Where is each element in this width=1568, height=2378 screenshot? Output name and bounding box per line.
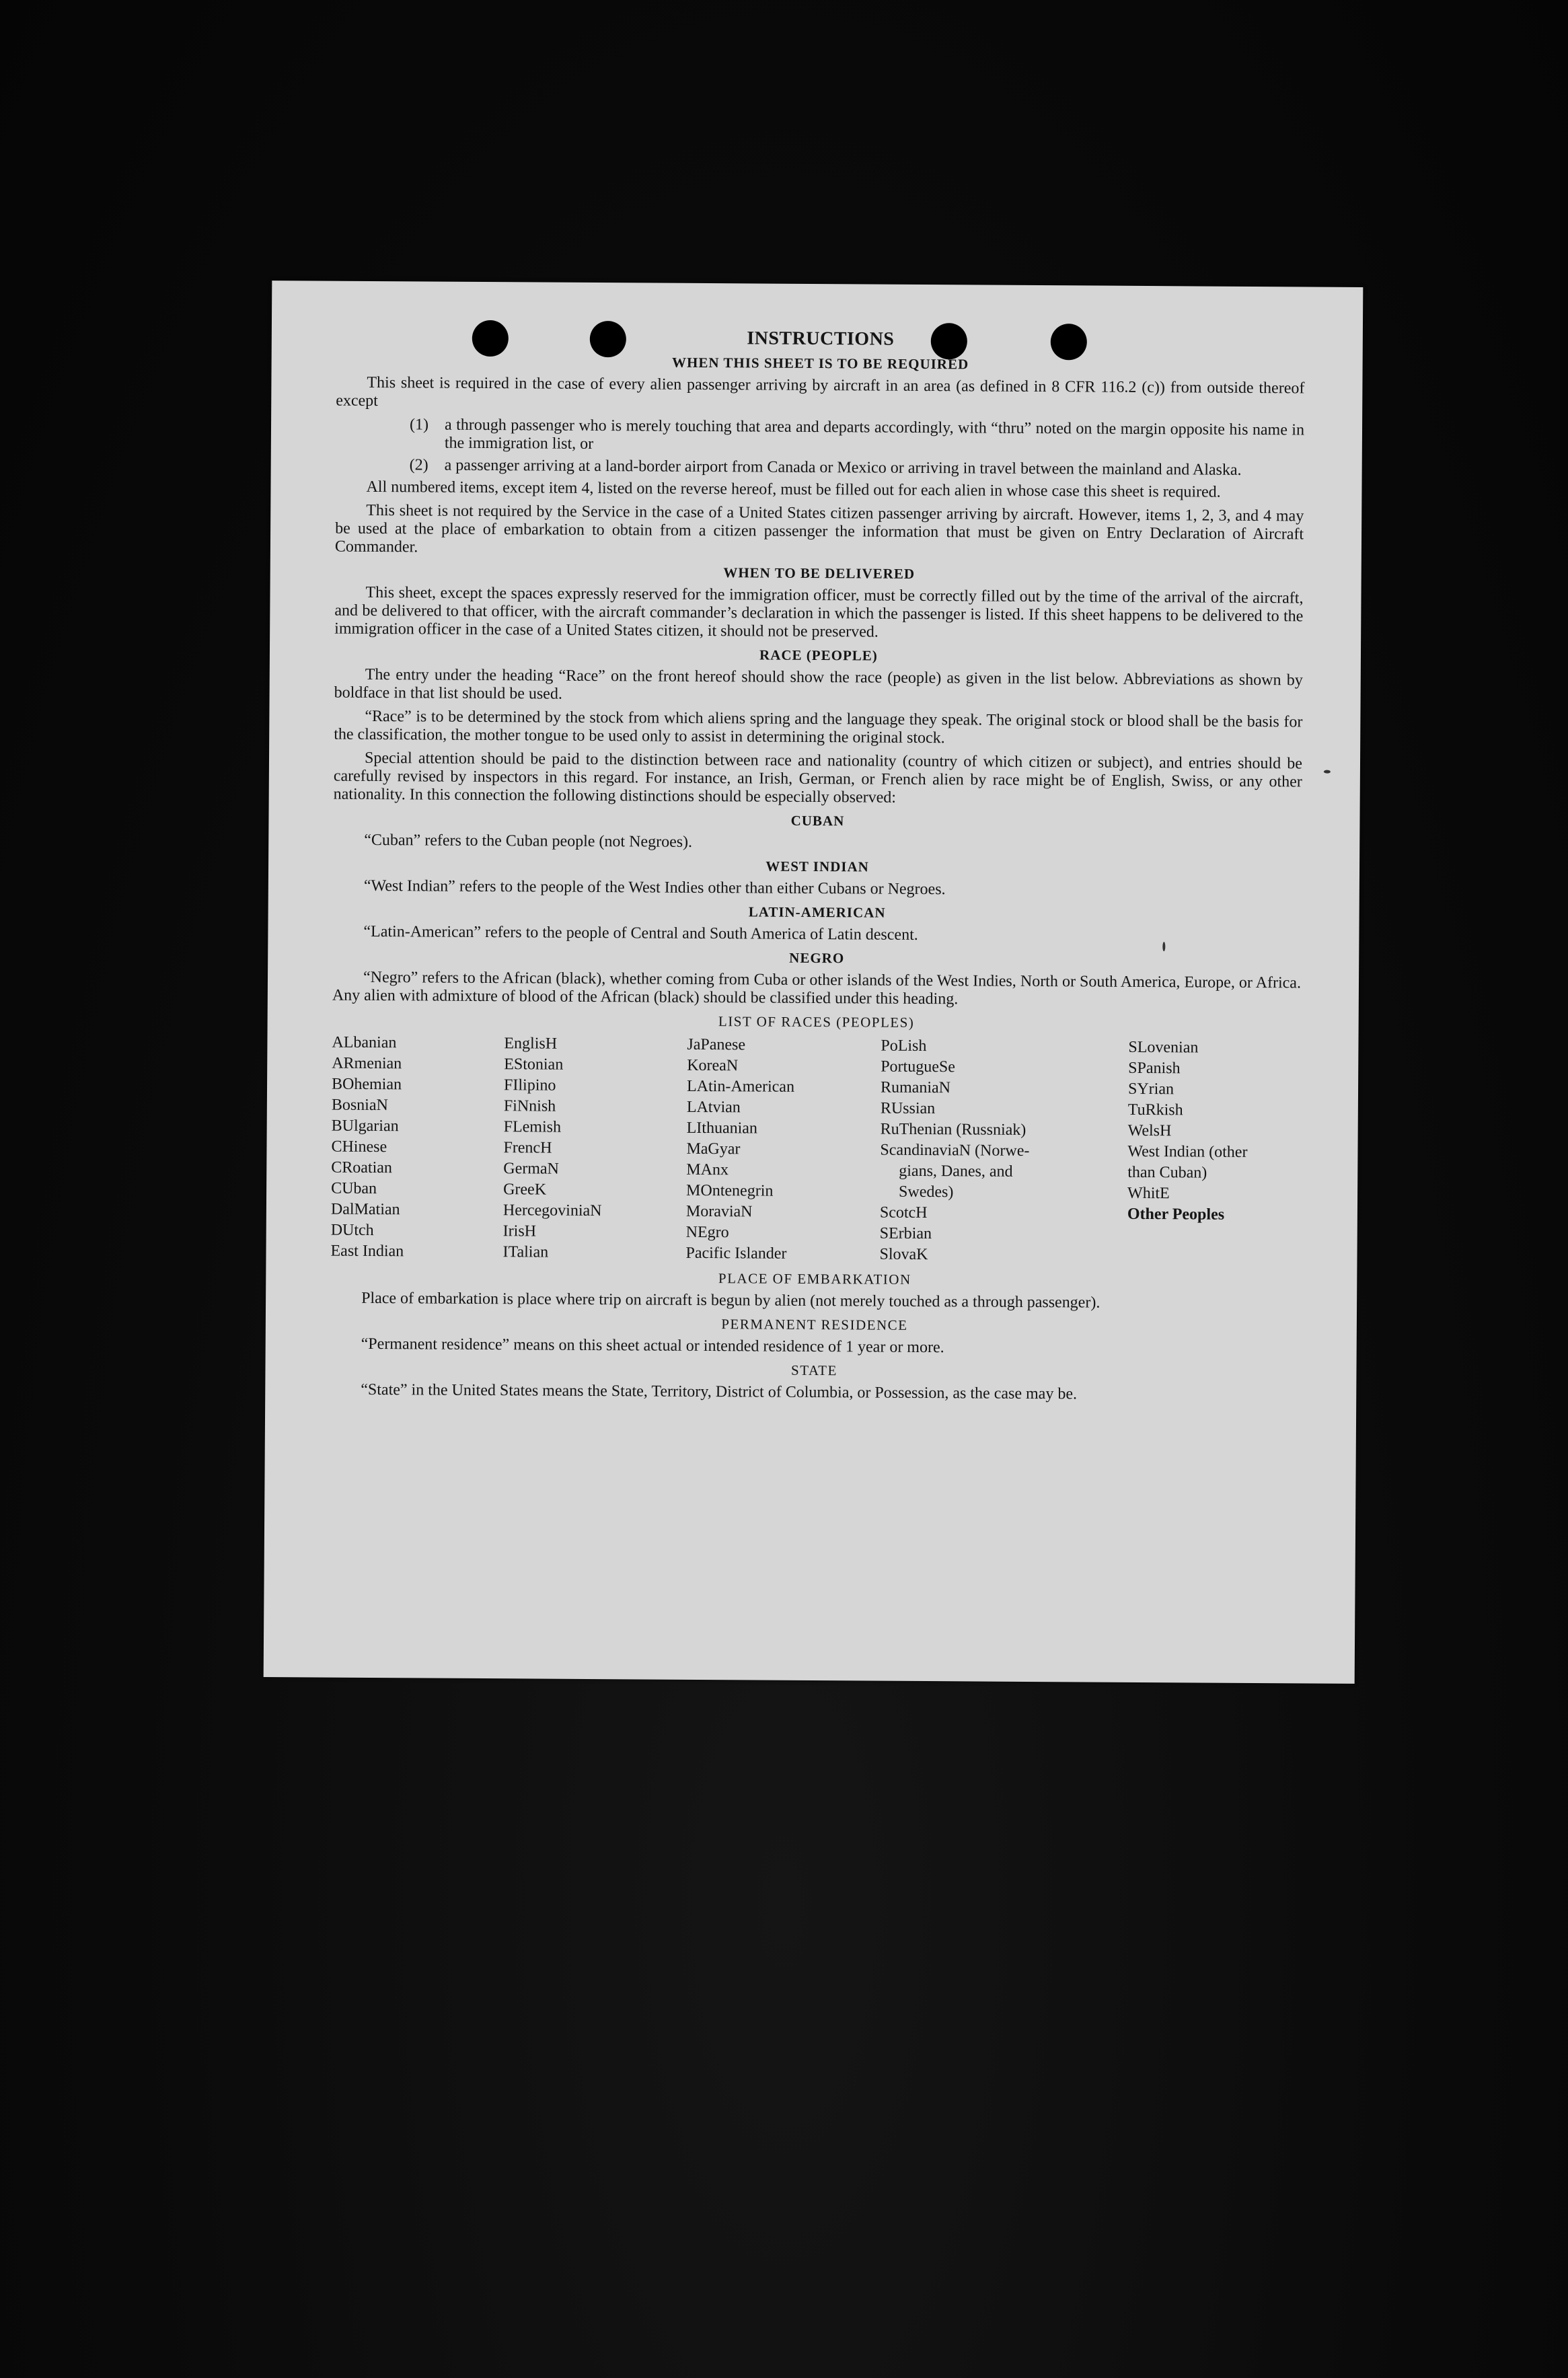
west-indian-text: “West Indian” refers to the people of the West Indies other than either Cubans or Negroes. (363, 877, 946, 899)
exception-item (336, 416, 1304, 458)
section-heading-west-indian: WEST INDIAN (766, 858, 869, 875)
race-entry: East Indian (330, 1242, 404, 1261)
section-heading-latin-american: LATIN-AMERICAN (748, 903, 886, 921)
cuban-text: “Cuban” refers to the Cuban people (not Negroes). (364, 831, 693, 851)
race-entry: than Cuban) (1127, 1163, 1207, 1182)
race-entry: LIthuanian (686, 1119, 758, 1138)
race-entry: NEgro (685, 1223, 729, 1242)
races-list (330, 1033, 1300, 1268)
race-entry: ScandinaviaN (Norwe- (880, 1141, 1030, 1160)
race-entry: HercegoviniaN (502, 1201, 602, 1220)
race-entry: CHinese (331, 1138, 387, 1156)
race-entry: Pacific Islander (685, 1244, 787, 1263)
race-entry: FIlipino (503, 1076, 556, 1094)
race-entry: CRoatian (331, 1158, 393, 1177)
section-heading-residence: PERMANENT RESIDENCE (721, 1316, 908, 1333)
race-entry: Swedes) (899, 1183, 954, 1201)
exception-number: (2) (409, 456, 428, 474)
race-entry: Other Peoples (1127, 1205, 1225, 1224)
race-entry: West Indian (other (1127, 1142, 1248, 1161)
race-entry: KoreaN (687, 1056, 739, 1075)
residence-text: “Permanent residence” means on this sheet actual or intended residence of 1 year or more. (361, 1335, 944, 1357)
races-column-3 (685, 1035, 881, 1265)
sheet-content (330, 327, 1305, 1411)
races-column-5 (1127, 1037, 1300, 1268)
race-entry: MaGyar (686, 1140, 741, 1158)
race-entry: ITalian (502, 1243, 549, 1261)
race-entry: RuThenian (Russniak) (880, 1120, 1026, 1139)
exception-text: a through passenger who is merely touching that area and departs accordingly, with “thru” noted on the margin opposite his name in the immigration list, or (444, 416, 1305, 453)
state-text: “State” in the United States means the State, Territory, District of Columbia, or Possession, as the case may be. (361, 1380, 1078, 1403)
race-entry: EnglisH (504, 1035, 558, 1053)
race-entry: SYrian (1127, 1080, 1174, 1099)
race-entry: TuRkish (1127, 1101, 1183, 1119)
race-entry: FLemish (503, 1118, 562, 1136)
race-entry: PortugueSe (881, 1057, 955, 1076)
race-entry: SLovenian (1128, 1038, 1199, 1057)
race-entry: IrisH (502, 1222, 537, 1240)
section-heading-state: STATE (790, 1362, 837, 1379)
numbered-items-paragraph: All numbered items, except item 4, listed on the reverse hereof, must be filled out for each alien in whose case this sheet is required. (366, 478, 1221, 501)
race-entry: ARmenian (332, 1054, 402, 1073)
latin-american-text: “Latin-American” refers to the people of Central and South America of Latin descent. (363, 922, 918, 944)
races-column-4 (879, 1036, 1128, 1267)
race-entry: SlovaK (879, 1245, 928, 1264)
race-paragraph-2: “Race” is to be determined by the stock from which aliens spring and the language they speak. The original stock or blood shall be the basis for the classification, the mother tongue to be used only to assist in determining the original stock. (334, 707, 1303, 747)
exception-number: (1) (409, 416, 429, 434)
race-entry: WhitE (1127, 1184, 1170, 1203)
race-entry: DUtch (330, 1221, 374, 1240)
race-entry: DalMatian (330, 1200, 400, 1219)
race-entry: RumaniaN (880, 1078, 951, 1097)
race-entry: CUban (331, 1179, 377, 1198)
negro-text: “Negro” refers to the African (black), whether coming from Cuba or other islands of the West Indies, North or South America, Europe, or Africa. Any alien with admixture of blood of the African (black) should be classified under this heading. (332, 968, 1302, 1008)
race-entry: ScotcH (879, 1203, 928, 1222)
embarkation-text: Place of embarkation is place where trip on aircraft is begun by alien (not merely touched as a through passenger). (361, 1289, 1100, 1312)
race-entry: GermaN (503, 1160, 560, 1178)
section-heading-list-of-races: LIST OF RACES (PEOPLES) (718, 1013, 915, 1031)
race-entry: GreeK (503, 1181, 547, 1199)
race-entry: MOntenegrin (686, 1181, 774, 1200)
page-title: INSTRUCTIONS (747, 328, 895, 350)
race-entry: gians, Danes, and (899, 1162, 1013, 1181)
section-heading-cuban: CUBAN (790, 812, 845, 829)
section-heading-when-required: WHEN THIS SHEET IS TO BE REQUIRED (671, 354, 969, 373)
when-required-intro: This sheet is required in the case of every alien passenger arriving by aircraft in an area (as defined in 8 CFR 116.2 (c)) from outside thereof except (336, 373, 1305, 410)
race-entry: MoraviaN (685, 1202, 753, 1221)
instruction-sheet (264, 281, 1364, 1684)
race-paragraph-3: Special attention should be paid to the distinction between race and nationality (country of which citizen or subject), and entries should be carefully revised by inspectors in this regard. For instance, an Irish, German, or French alien by race might be of English, Swiss, or any other nationality. In this connection the following distinctions should be especially observed: (333, 749, 1303, 807)
race-entry: FrencH (503, 1139, 552, 1157)
race-entry: LAtvian (686, 1098, 741, 1117)
race-entry: LAtin-American (686, 1077, 795, 1096)
section-heading-embarkation: PLACE OF EMBARKATION (718, 1270, 911, 1288)
section-heading-race: RACE (PEOPLE) (759, 646, 878, 664)
races-column-1 (330, 1033, 504, 1263)
race-paragraph-1: The entry under the heading “Race” on the front hereof should show the race (people) as given in the list below. Abbreviations as shown by boldface in that list should be used. (334, 665, 1303, 703)
race-entry: BosniaN (331, 1096, 388, 1115)
race-entry: ALbanian (332, 1033, 397, 1052)
exception-text: a passenger arriving at a land-border airport from Canada or Mexico or arriving in travel between the mainland and Alaska. (444, 456, 1242, 479)
race-entry: BOhemian (331, 1075, 402, 1094)
race-entry: WelsH (1127, 1121, 1172, 1140)
race-entry: SErbian (879, 1224, 932, 1243)
race-entry: PoLish (881, 1037, 927, 1055)
film-speck (1324, 770, 1331, 774)
race-entry: SPanish (1128, 1059, 1181, 1078)
race-entry: FiNnish (503, 1097, 556, 1115)
citizen-paragraph: This sheet is not required by the Service in the case of a United States citizen passenger arriving by aircraft. However, items 1, 2, 3, and 4 may be used at the place of embarkation to obtain from a citizen passenger the information that must be given on Entry Declaration of Aircraft Commander. (334, 501, 1304, 556)
when-delivered-text: This sheet, except the spaces expressly reserved for the immigration officer, must be correctly filled out by the time of the arrival of the aircraft, and be delivered to that officer, with the aircraft commander’s declaration in which the passenger is listed. If this sheet happens to be delivered to the immigration officer in the case of a United States citizen, it should not be preserved. (334, 583, 1304, 641)
race-entry: JaPanese (687, 1035, 746, 1054)
races-column-2 (502, 1033, 687, 1264)
race-entry: MAnx (686, 1160, 729, 1179)
section-heading-when-delivered: WHEN TO BE DELIVERED (723, 564, 916, 582)
section-heading-negro: NEGRO (789, 949, 845, 967)
exception-item (336, 456, 1304, 480)
race-entry: BUlgarian (331, 1117, 399, 1136)
race-entry: RUssian (880, 1099, 936, 1118)
race-entry: EStonian (504, 1055, 564, 1074)
